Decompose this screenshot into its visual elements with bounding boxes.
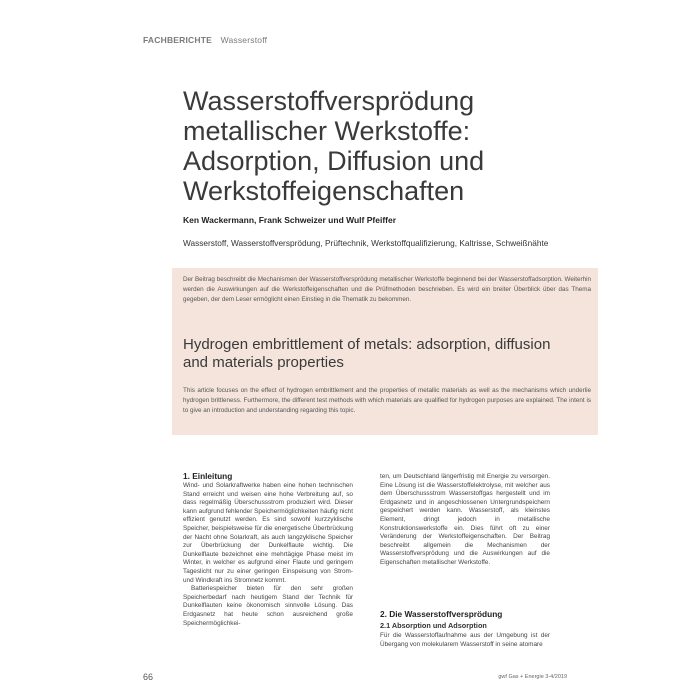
body-column-right <box>380 473 550 568</box>
keywords: Wasserstoff, Wasserstoffversprödung, Prüftechnik, Werkstoffqualifizierung, Kaltrisse, Schweißnähte <box>183 238 549 248</box>
body-column-left <box>183 482 353 628</box>
header-subcategory: Wasserstoff <box>220 35 268 45</box>
article-title: Wasserstoffversprödung metallischer Werkstoffe: Adsorption, Diffusion und Werkstoffeigenschaften <box>183 86 485 206</box>
running-header <box>143 35 267 45</box>
paragraph: Wind- und Solarkraftwerke haben eine hohen technischen Stand erreicht und weisen eine hohe Verbreitung auf, so dass regelmäßig Überschussstrom produziert wird. Dieser kann aufgrund fehlender Speichermöglichkeiten häufig nicht effizient genutzt werden. Es sind sowohl kurzzyklische Speicher, beispielsweise für die energetische Überbrückung der Nacht ohne Solarkraft, als auch langzyklische Speicher zur Überbrückung der Dunkelflaute wichtig. Die Dunkelflaute bezeichnet eine mehrtägige Phase meist im Winter, in welcher es aufgrund einer Flaute und geringem Tageslicht nur zu einer geringen Einspeisung von Strom- und Windkraft ins Stromnetz kommt. <box>183 482 353 584</box>
abstract-german: Der Beitrag beschreibt die Mechanismen der Wasserstoffversprödung metallischer Werkstoffe beginnend bei der Wasserstoffadsorption. Weiterhin werden die Auswirkungen auf die Werkstoffeigenschaften und die Prüfmethoden beschrieben. Es wird ein breiter Überblick über das Thema gegeben, der dem Leser ermöglicht einen Einstieg in die Thematik zu bekommen. <box>183 276 591 304</box>
page-number: 66 <box>143 672 154 682</box>
journal-footer: gwf Gas + Energie 3-4/2019 <box>498 674 567 680</box>
section-heading-introduction: 1. Einleitung <box>183 471 233 481</box>
english-title: Hydrogen embrittlement of metals: adsorption, diffusion and materials properties <box>183 336 551 371</box>
paragraph: Für die Wasserstoffaufnahme aus der Umgebung ist der Übergang von molekularem Wasserstoff in seine atomare <box>380 632 550 648</box>
abstract-english: This article focuses on the effect of hydrogen embrittlement and the properties of metallic materials as well as the mechanisms which underlie hydrogen brittleness. Furthermore, the different test methods with which materials are qualified for hydrogen purposes are explained. The intent is to give an introduction and understanding regarding this topic. <box>183 387 591 415</box>
body-column-right-continued <box>380 632 550 649</box>
paragraph: ten, um Deutschland längerfristig mit Energie zu versorgen. Eine Lösung ist die Wasserstoffelektrolyse, mit welcher aus dem Überschussstrom Wasserstoffgas hergestellt und im Erdgasnetz und in angeschlossenen Untergrundspeichern gespeichert werden kann. Wasserstoff, als kleinstes Element, dringt jedoch in metallische Konstruktionswerkstoffe ein. Dies führt oft zu einer Veränderung der Werkstoffeigenschaften. Der Beitrag beschreibt allgemein die Mechanismen der Wasserstoffversprödung und die Auswirkungen auf die Eigenschaften metallischer Werkstoffe. <box>380 473 550 566</box>
section-heading-embrittlement: 2. Die Wasserstoffversprödung <box>380 609 503 619</box>
authors: Ken Wackermann, Frank Schweizer und Wulf Pfeiffer <box>183 215 397 225</box>
subsection-heading-absorption: 2.1 Absorption und Adsorption <box>380 621 487 630</box>
header-category: FACHBERICHTE <box>143 35 212 45</box>
paragraph: Batteriespeicher bieten für den sehr großen Speicherbedarf nach heutigem Stand der Technik für Dunkelflauten keine ökonomisch sinnvolle Lösung. Das Erdgasnetz hat heute schon ausreichend große Speichermöglichkei- <box>183 585 353 627</box>
